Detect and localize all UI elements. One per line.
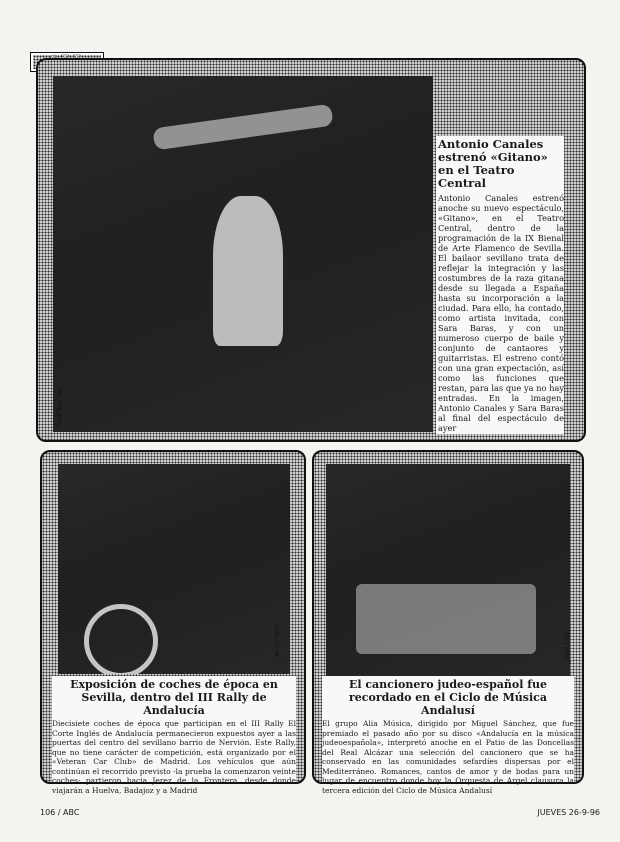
left-story-text <box>52 676 296 795</box>
dancer-figure <box>213 196 283 346</box>
left-story-photo <box>58 464 290 674</box>
top-story-photo <box>53 76 433 432</box>
top-photo-credit: Vidal Sagnier <box>56 388 63 428</box>
left-story-body: Diecisiete coches de época que participan en el III Rally El Corte Inglés de Andalucía permanecieron expuestos ayer a las puertas del centro del sevillano barrio de Nervión. Este Rally, que no tiene carácter de competición, está organizado por el «Veteran Car Club» de Madrid. Los vehículos que aún continúan el recorrido previsto -la prueba la comenzaron veinte coches- partieron hacia Jerez de la Frontera, desde donde viajarán a Huelva, Badajoz y a Madrid <box>52 719 296 795</box>
left-photo-credit: J. M. Serrano <box>274 623 281 662</box>
top-story-body: Antonio Canales estrenó anoche su nuevo espectáculo, «Gitano», en el Teatro Central, dentro de la programación de la IX Bienal de Arte Flamenco de Sevilla. El bailaor sevillano trata de reflejar la integración y las costumbres de la raza gitana desde su llegada a España hasta su incorporación a la ciudad. Para ello, ha contado, como artista invitada, con Sara Baras, y con un numeroso cuerpo de baile y conjunto de cantaores y guitarristas. El estreno contó con una gran expectación, así como las funciones que restan, para las que ya no hay entradas. En la imagen, Antonio Canales y Sara Baras al final del espectáculo de ayer <box>438 193 564 433</box>
top-story-frame <box>36 58 586 442</box>
musicians-group <box>356 584 536 654</box>
page-date: JUEVES 26-9-96 <box>537 808 600 817</box>
right-story-headline: El cancionero judeo-español fue recordado en el Ciclo de Música Andalusí <box>348 678 548 717</box>
right-story-frame <box>312 450 584 795</box>
right-story-body: El grupo Alia Música, dirigido por Miguel Sánchez, que fue premiado el pasado año por su disco «Andalucía en la música judeoespañola», interpretó anoche en el Patio de las Doncellas del Real Alcázar una selección del cancionero que se ha conservado en las comunidades sefardíes dispersas por el Mediterráneo. Romances, cantos de amor y de bodas para un lugar de encuentro donde hoy la Orquesta de Argel clausura la tercera edición del Ciclo de Música Andalusí <box>322 719 574 795</box>
right-story-photo <box>326 464 570 676</box>
right-photo-credit: Jesús Díaz <box>564 631 571 662</box>
left-story-frame <box>40 450 306 795</box>
top-story-headline: Antonio Canales estrenó «Gitano» en el Teatro Central <box>438 137 548 190</box>
page-number: 106 / ABC <box>40 808 80 817</box>
page-footer <box>20 808 600 822</box>
left-story-headline: Exposición de coches de época en Sevilla, dentro del III Rally de Andalucía <box>70 678 278 717</box>
car-wheel <box>84 604 158 674</box>
top-story-text <box>436 136 564 434</box>
right-story-text <box>322 676 574 795</box>
dancer-arms <box>152 104 333 151</box>
